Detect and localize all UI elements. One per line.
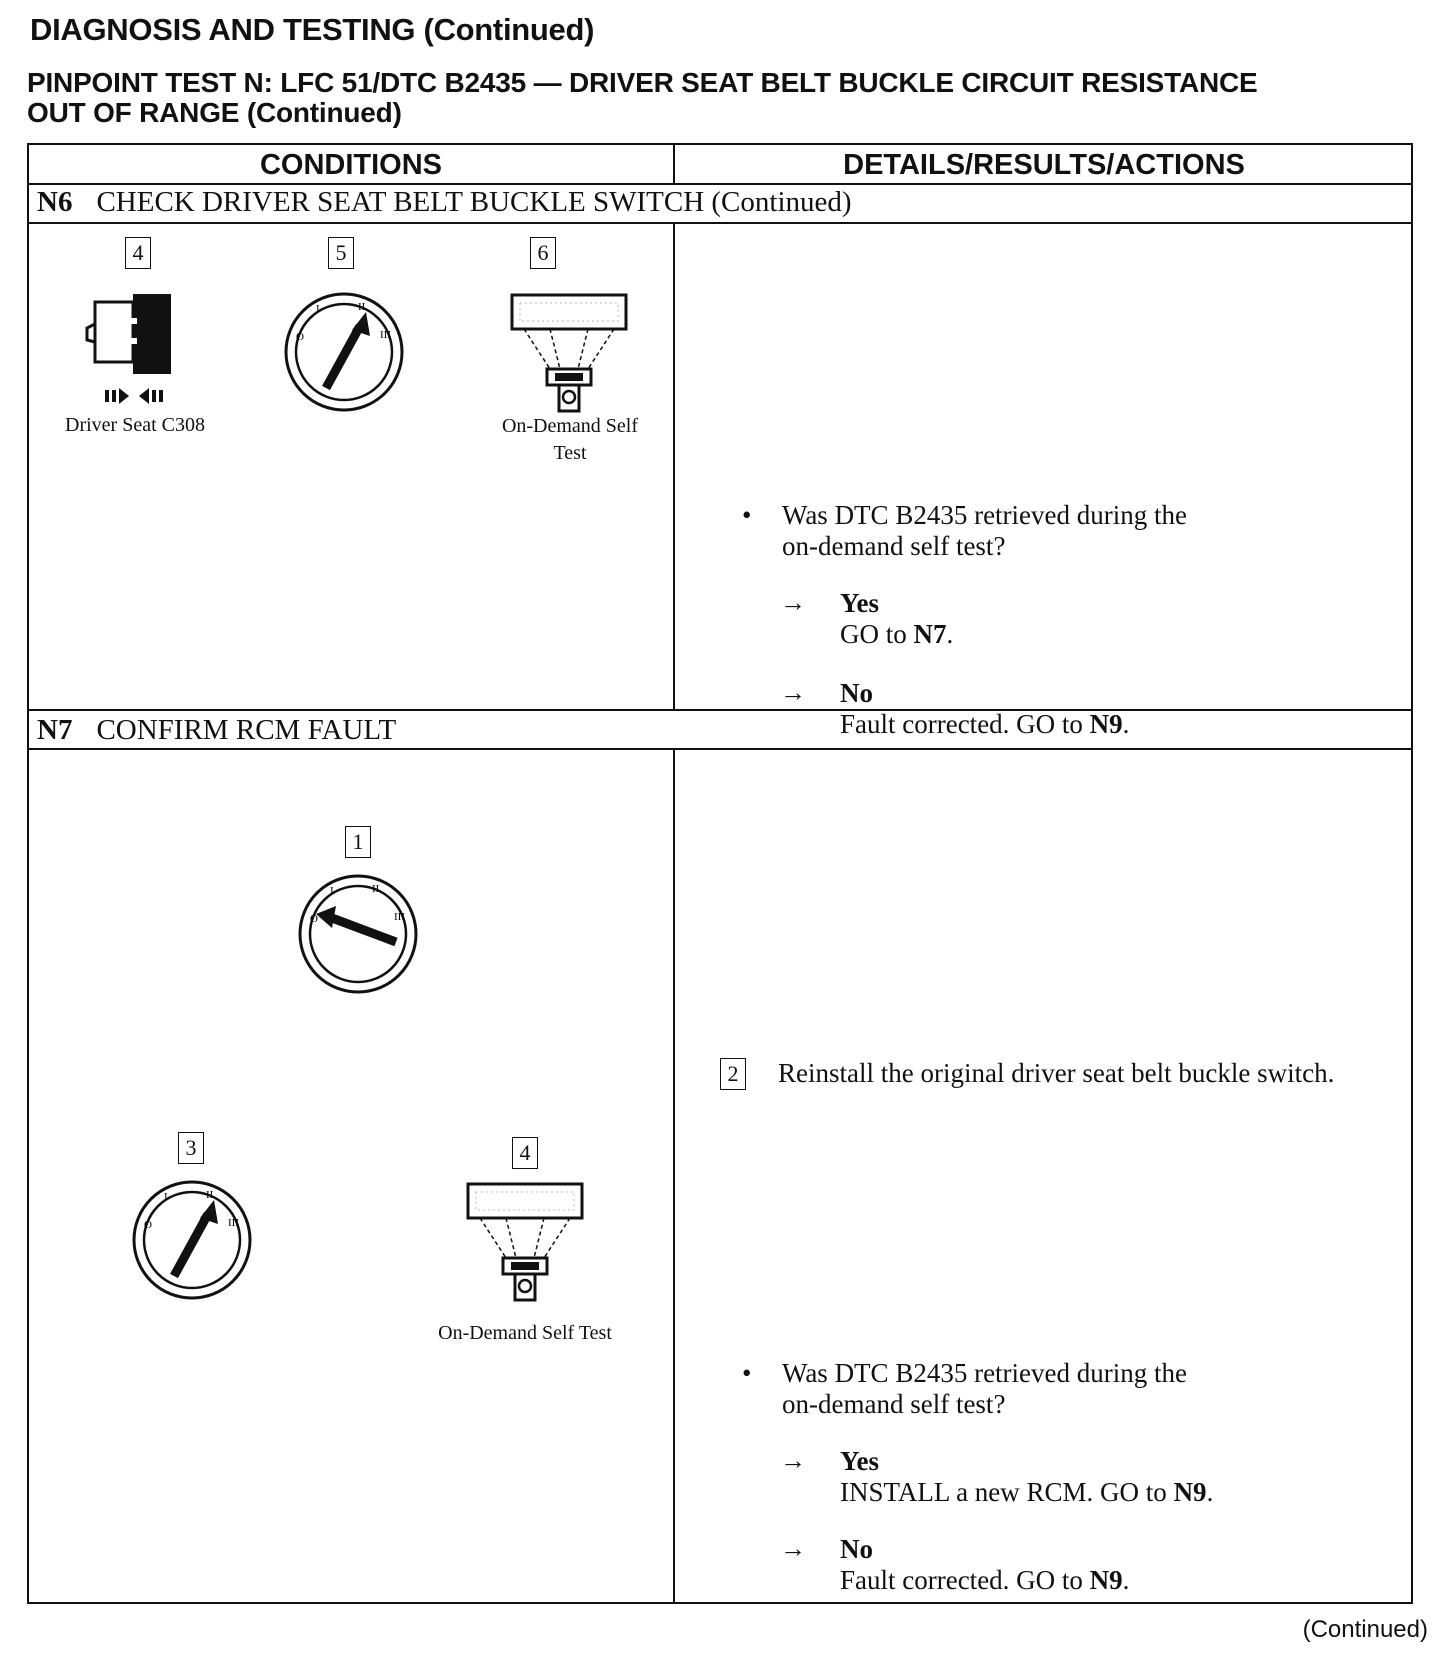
bullet-icon: • [742,500,752,530]
scan-tool-icon [510,293,630,417]
yes-action: INSTALL a new RCM. GO to [840,1477,1174,1507]
svg-text:II: II [358,301,366,313]
svg-text:II: II [206,1189,214,1201]
step-2-instruction: Reinstall the original driver seat belt buckle switch. [778,1058,1335,1088]
link-n7[interactable]: N7 [913,619,947,649]
pinpoint-test-table [27,143,1413,1604]
figure-number-1: 1 [345,826,371,858]
scan-tool-icon [466,1182,586,1306]
ignition-switch-icon [296,872,420,996]
question-line-1: Was DTC B2435 retrieved during the [782,1358,1187,1388]
svg-text:O: O [144,1219,152,1231]
caption-on-demand-self-test-n6 [470,413,670,467]
step-rule-n6 [29,222,1411,224]
question-line-2: on-demand self test? [782,1389,1006,1419]
connector-disconnect-icon [85,290,195,410]
header-divider [673,145,675,183]
arrow-right-icon: → [780,1446,806,1475]
response-no-n7 [840,1534,1129,1596]
ignition-switch-icon [282,290,406,414]
step-title-n7: CONFIRM RCM FAULT [96,714,397,746]
svg-text:III: III [380,329,391,341]
column-header-details: DETAILS/RESULTS/ACTIONS [843,149,1245,181]
svg-text:III: III [394,911,405,923]
column-header-conditions: CONDITIONS [259,149,443,181]
arrow-right-icon: → [780,588,806,617]
caption-driver-seat-c308: Driver Seat C308 [65,414,205,436]
caption-line-2: Test [553,442,587,464]
svg-text:III: III [228,1217,239,1229]
ignition-switch-icon [130,1178,254,1302]
no-label: No [840,678,873,708]
yes-action-end: . [946,619,954,649]
step-title-n6: CHECK DRIVER SEAT BELT BUCKLE SWITCH (Continued) [96,186,852,218]
no-label: No [840,1534,873,1564]
svg-text:I: I [316,303,320,315]
question-line-2: on-demand self test? [782,531,1006,561]
subtitle-line-1: PINPOINT TEST N: LFC 51/DTC B2435 — DRIVER SEAT BELT BUCKLE CIRCUIT RESISTANCE [27,67,1258,98]
svg-text:O: O [310,913,318,925]
no-action: Fault corrected. GO to [840,1565,1090,1595]
question-n6 [742,500,1187,562]
n6-divider [673,222,675,711]
figure-number-6: 6 [530,237,556,269]
figure-number-4: 4 [125,237,151,269]
yes-action-end: . [1206,1477,1214,1507]
subtitle-line-2: OUT OF RANGE (Continued) [27,97,402,128]
arrow-right-icon: → [780,1534,806,1563]
svg-text:I: I [164,1191,168,1203]
question-n7 [742,1358,1187,1420]
figure-number-2: 2 [720,1058,746,1090]
figure-number-3: 3 [178,1132,204,1164]
yes-label: Yes [840,1446,879,1476]
response-no-n6 [840,678,1129,740]
link-n9[interactable]: N9 [1173,1477,1207,1507]
step-row-n6 [37,183,852,221]
svg-text:I: I [330,885,334,897]
continued-footer: (Continued) [1302,1616,1428,1643]
yes-label: Yes [840,588,879,618]
no-action: Fault corrected. GO to [840,709,1090,739]
response-yes-n7 [840,1446,1213,1508]
caption-on-demand-self-test-n7: On-Demand Self Test [438,1322,612,1344]
caption-line-1: On-Demand Self [501,415,639,437]
step-number-n7: N7 [37,714,73,746]
figure-number-4: 4 [512,1137,538,1169]
step-row-n7 [37,711,396,749]
yes-action: GO to [840,619,914,649]
svg-text:II: II [372,883,380,895]
question-line-1: Was DTC B2435 retrieved during the [782,500,1187,530]
page-title: DIAGNOSIS AND TESTING (Continued) [30,12,595,47]
n7-divider [673,748,675,1604]
step-rule-n7 [29,748,1411,750]
step-number-n6: N6 [37,186,73,218]
no-action-end: . [1122,709,1130,739]
bullet-icon: • [742,1358,752,1388]
response-yes-n6 [840,588,953,650]
figure-number-5: 5 [328,237,354,269]
arrow-right-icon: → [780,678,806,707]
link-n9[interactable]: N9 [1089,709,1123,739]
link-n9[interactable]: N9 [1089,1565,1123,1595]
no-action-end: . [1122,1565,1130,1595]
svg-text:O: O [296,331,304,343]
pinpoint-test-title [27,68,1427,128]
